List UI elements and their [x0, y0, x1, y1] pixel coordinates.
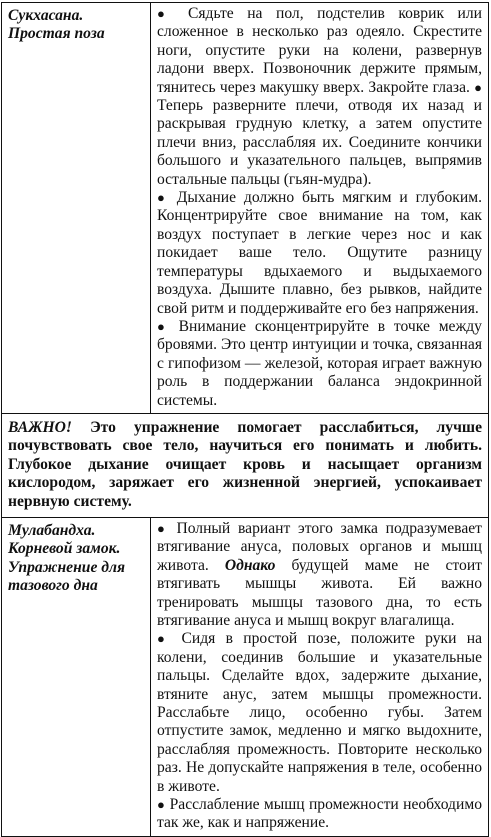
paragraph-text: Сидя в простой позе, положите руки на колени, соединив большие и указательные пальцы. Сделайте вдох, задержите дыхание, втяните анус, затем мышцы промежности. Расслабьте лицо, особенно губы. Затем отпустите замок, медленно и мягко выдохните, расслабляя промежность. Повторите несколько раз. Не допускайте напряжения в теле, особенно в животе. [157, 630, 482, 795]
paragraph-text: Сядьте на пол, подстелив коврик или сложенное в несколько раз одеяло. Скрестите ноги, опустите руки на колени, развернув ладони вверх. Позвоночник держите прямым, тянитесь через макушку вверх. Закройте глаза. [157, 5, 482, 96]
bullet-icon: ● [157, 631, 172, 647]
important-text: Это упражнение помогает расслабиться, лучше почувствовать свое тело, научиться его понимать и любить. Глубокое дыхание очищает кровь и насыщает организм кислородом, заряжает его жизненной энергией, успокаивает нервную систему. [8, 418, 482, 510]
important-note-cell [2, 413, 489, 517]
paragraph-text: Расслабление мышц промежности необходимо так же, как и напряжение. [157, 796, 482, 832]
description-paragraph [157, 5, 482, 189]
bullet-icon: ● [157, 797, 166, 813]
exercise-title-line: Мулабандха. [8, 521, 96, 539]
paragraph-text: будущей маме не стоит втягивать мышцы живота. Ей важно тренировать мышцы тазового дна, то есть втягивание ануса и мышц вокруг влагалища. [157, 556, 482, 629]
description-paragraph [157, 318, 482, 410]
emphasis-word: Однако [224, 556, 276, 574]
paragraph-text: Теперь разверните плечи, отводя их назад и раскрывая грудную клетку, а затем опустите плечи вниз, расслабляя их. Соедините кончики большого и указательного пальцев, выпрямив остальные пальцы (гьян-мудра). [157, 97, 482, 188]
exercise-description-cell [151, 517, 489, 836]
bullet-icon: ● [474, 79, 482, 95]
important-label: ВАЖНО! [8, 418, 72, 436]
description-paragraph [157, 796, 482, 833]
description-paragraph [157, 630, 482, 796]
description-paragraph [157, 520, 482, 630]
paragraph-text: Дыхание должно быть мягким и глубоким. Концентрируйте свое внимание на том, как воздух поступает в легкие через нос и как покидает ваше тело. Ощутите разницу температуры вдыхаемого и выдыхаемого воздуха. Дышите плавно, без рывков, найдите свой ритм и поддерживайте его без напряжения. [157, 189, 482, 317]
bullet-icon: ● [157, 318, 170, 334]
exercise-title-line: Сукхасана. [8, 7, 84, 24]
description-paragraph [157, 189, 482, 318]
exercise-title-cell [2, 3, 151, 414]
exercise-title-line: Простая поза [8, 25, 105, 43]
paragraph-text: Полный вариант этого замка подразумевает втягивание ануса, половых органов и мышц живота. [157, 519, 482, 574]
bullet-icon: ● [157, 520, 169, 536]
table-row-mulabandha [2, 517, 489, 836]
exercise-description-cell [151, 3, 489, 414]
bullet-icon: ● [157, 6, 175, 21]
exercise-title-line: Упражнение для [8, 558, 126, 576]
exercise-title-line: тазового дна [8, 577, 98, 595]
exercise-table [1, 2, 489, 837]
bullet-icon: ● [157, 190, 169, 206]
paragraph-text: Внимание сконцентрируйте в точке между бровями. Это центр интуиции и точка, связанная с гипофизом — железой, которая играет важную роль в поддержании баланса эндокринной системы. [157, 317, 482, 409]
exercise-title-cell [2, 517, 151, 836]
exercise-title-line: Корневой замок. [8, 540, 121, 558]
table-row-important [2, 413, 489, 517]
table-row-sukhasana [2, 3, 489, 414]
